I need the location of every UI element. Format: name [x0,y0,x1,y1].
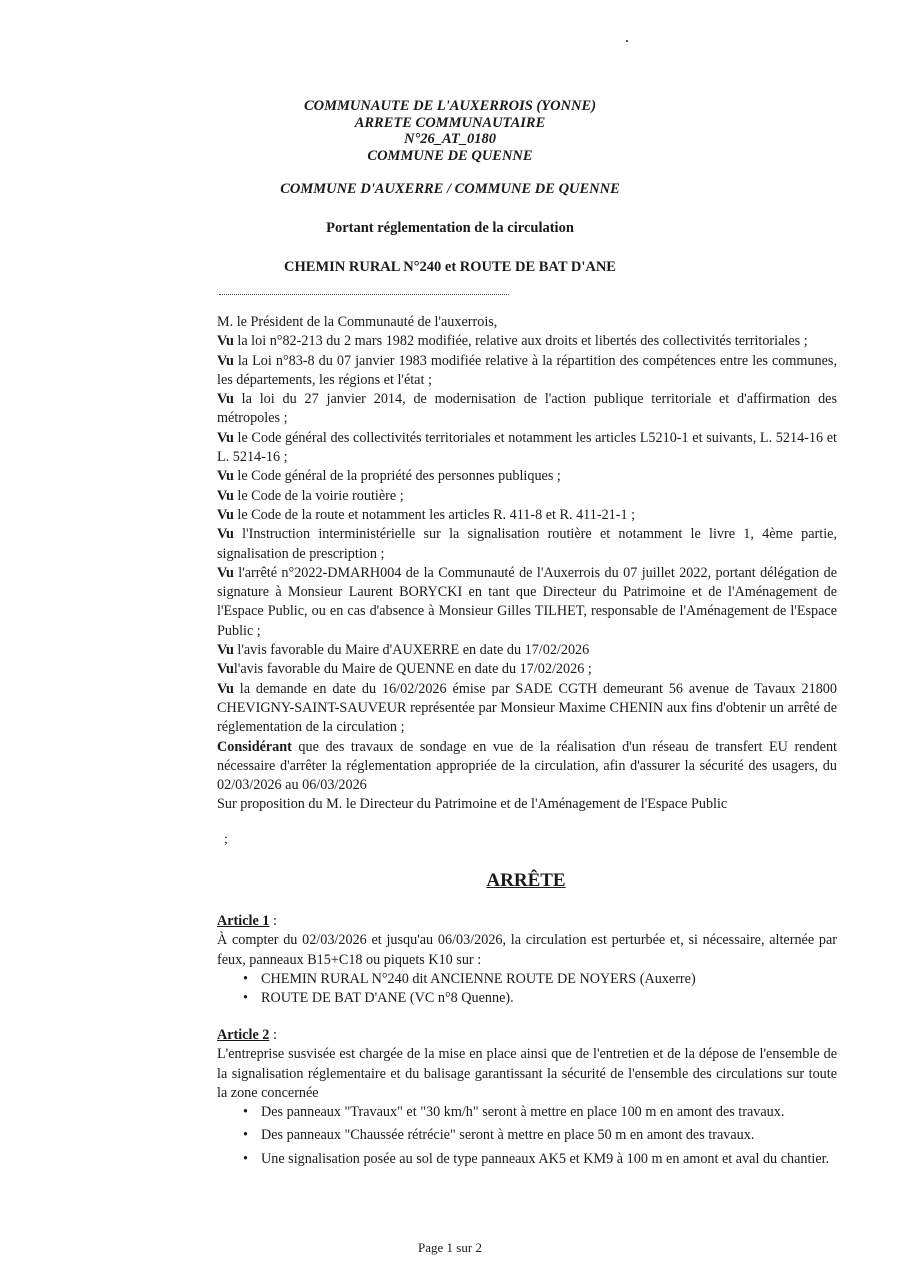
vu-clause: Vu la demande en date du 16/02/2026 émise par SADE CGTH demeurant 56 avenue de Tavaux 21800 CHEVIGNY-SAINT-SAUVEUR représentée par Monsieur Maxime CHENIN aux fins d'obtenir un arrêté de réglementation de la circulation ; [217,680,837,736]
vu-clause: Vu la loi du 27 janvier 2014, de modernisation de l'action publique territoriale et d'affirmation des métropoles ; [217,391,837,427]
list-item: • Des panneaux "Chaussée rétrécie" seront à mettre en place 50 m en amont des travaux. [217,1126,837,1145]
vu-clause: Vul'avis favorable du Maire de QUENNE en date du 17/02/2026 ; [217,661,592,678]
article-1-heading: Article 1 : [217,913,277,929]
header-decree-type: ARRETE COMMUNAUTAIRE [354,114,546,131]
vu-clause: Vu l'arrêté n°2022-DMARH004 de la Communauté de l'Auxerrois du 07 juillet 2022, portant délégation de signature à Monsieur Laurent BORYCKI en tant que Directeur du Patrimoine et de l'Aménagement de l'Espace Public, ou en cas d'absence à Monsieur Gilles TILHET, responsable de l'Aménagement de l'Espace Public ; [217,564,837,639]
article-1-road-list [217,970,837,1009]
vu-clause: Vu le Code général de la propriété des personnes publiques ; [217,468,561,485]
header-commune: COMMUNE DE QUENNE [367,147,533,164]
proposition-line: Sur proposition du M. le Directeur du Patrimoine et de l'Aménagement de l'Espace Public [217,796,728,813]
article-1 [217,912,837,1008]
article-1-text: À compter du 02/03/2026 et jusqu'au 06/03/2026, la circulation est perturbée et, si nécessaire, alternée par feux, panneaux B15+C18 ou piquets K10 sur : [217,932,837,968]
arrete-title: ARRÊTE [486,870,566,891]
separator-line [219,294,509,295]
page-number: Page 1 sur 2 [418,1240,482,1255]
decree-subject: Portant réglementation de la circulation [326,220,574,236]
road-title: CHEMIN RURAL N°240 et ROUTE DE BAT D'ANE [284,259,616,275]
communes-line: COMMUNE D'AUXERRE / COMMUNE DE QUENNE [280,181,620,197]
scan-speck [626,40,628,42]
article-2-heading: Article 2 : [217,1027,277,1043]
stray-semicolon: ; [224,832,228,847]
vu-clause: Vu le Code de la voirie routière ; [217,487,404,504]
list-item: • Une signalisation posée au sol de type panneaux AK5 et KM9 à 100 m en amont et aval du chantier. [217,1150,837,1169]
list-item: • ROUTE DE BAT D'ANE (VC n°8 Quenne). [217,989,837,1008]
article-2-signage-list [217,1103,837,1169]
vu-clause: Vu la loi n°82-213 du 2 mars 1982 modifiée, relative aux droits et libertés des collectivités territoriales ; [217,333,808,350]
list-item: • CHEMIN RURAL N°240 dit ANCIENNE ROUTE DE NOYERS (Auxerre) [217,970,837,989]
article-2-text: L'entreprise susvisée est chargée de la mise en place ainsi que de l'entretien et de la dépose de l'ensemble de la signalisation réglementaire et du balisage garantissant la sécurité de l'ensemble des circulations sur toute la zone concernée [217,1046,837,1101]
decree-header [180,98,720,164]
article-2 [217,1026,837,1173]
considerant-clause: Considérant que des travaux de sondage en vue de la réalisation d'un réseau de transfert EU rendent nécessaire d'arrêter la réglementation appropriée de la circulation, afin d'assurer la sécurité des usagers, du 02/03/2026 au 06/03/2026 [217,738,837,794]
vu-clause: Vu le Code de la route et notamment les articles R. 411-8 et R. 411-21-1 ; [217,506,636,523]
preamble-intro: M. le Président de la Communauté de l'auxerrois, [217,314,498,330]
vu-clause: Vu le Code général des collectivités territoriales et notamment les articles L5210-1 et suivants, L. 5214-16 et L. 5214-16 ; [217,429,837,466]
vu-clause: Vu la Loi n°83-8 du 07 janvier 1983 modifiée relative à la répartition des compétences entre les communes, les départements, les régions et l'état ; [217,352,837,388]
list-item: • Des panneaux "Travaux" et "30 km/h" seront à mettre en place 100 m en amont des travaux. [217,1103,837,1122]
vu-clause: Vu l'avis favorable du Maire d'AUXERRE en date du 17/02/2026 [217,642,590,659]
vu-clause: Vu l'Instruction interministérielle sur la signalisation routière et notamment le livre 1, 4ème partie, signalisation de prescription ; [217,526,837,562]
header-organization: COMMUNAUTE DE L'AUXERROIS (YONNE) [303,98,597,114]
preamble [217,313,837,815]
header-decree-number: N°26_AT_0180 [404,131,496,147]
